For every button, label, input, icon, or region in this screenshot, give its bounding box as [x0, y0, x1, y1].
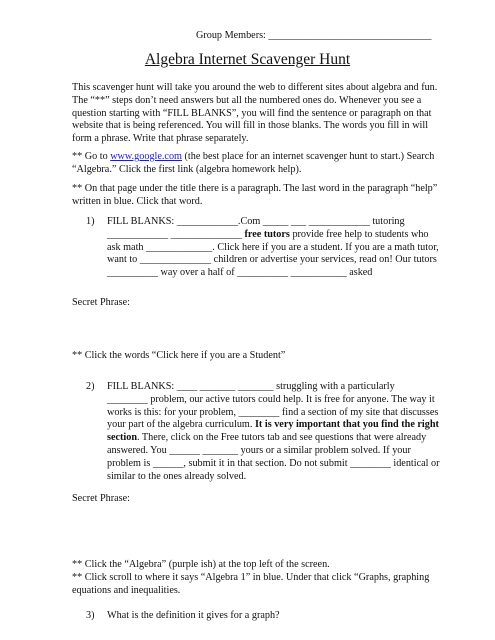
group-members-line: Group Members: ________________________________ — [196, 30, 432, 41]
q1-text: provide free help to students who — [289, 228, 429, 240]
intro-line: question starting with “FILL BLANKS”, you will find the sentence or paragraph on that — [72, 107, 432, 119]
step-google — [72, 151, 434, 177]
step-help — [72, 183, 437, 209]
google-link[interactable]: www.google.com — [110, 151, 182, 162]
intro-line: website that is being referenced. You will fill in those blanks. The words you fill in will — [72, 120, 429, 132]
q1-line — [107, 229, 439, 242]
step-click-student: ** Click the words “Click here if you are a Student” — [72, 350, 286, 361]
intro-line: The “**” steps don’t need answers but all the numbered ones do. Whenever you see a — [72, 94, 422, 106]
q2-line — [107, 432, 439, 445]
q1-line: want to ______________ children or advertise your services, read on! Our tutors — [107, 254, 437, 266]
q2-text: your part of the algebra curriculum. — [107, 419, 255, 431]
q2-line: works is this: for your problem, ________ find a section of my site that discusses — [107, 406, 439, 418]
q2-text: . There, click on the Free tutors tab and see questions that were already — [137, 432, 427, 444]
q2-line: FILL BLANKS: ____ _______ _______ struggling with a particularly — [107, 381, 395, 392]
intro-line: This scavenger hunt will take you around the web to different sites about algebra and fun. — [72, 82, 438, 93]
intro-paragraph — [72, 82, 437, 146]
q2-line: problem is ______, submit it in that section. Do not submit ________ identical or — [107, 457, 440, 469]
q1-line: ask math _____________. Click here if you are a student. If you are a math tutor, — [107, 241, 439, 253]
page-title: Algebra Internet Scavenger Hunt — [144, 51, 351, 68]
question-2 — [107, 381, 439, 483]
q1-line: FILL BLANKS: ____________.Com _____ ___ ____________ tutoring — [107, 216, 405, 227]
step-algebra — [72, 559, 429, 597]
step-google-prefix: ** Go to — [72, 151, 111, 162]
step-help-line1: ** On that page under the title there is a paragraph. The last word in the paragraph “help” — [72, 183, 438, 194]
q2-bold-text: It is very important that you find the right — [254, 419, 439, 431]
step-algebra-line: ** Click scroll to where it says “Algebra 1” in blue. Under that click “Graphs, graphing — [72, 571, 430, 583]
question-2-number: 2) — [86, 381, 95, 392]
question-1 — [107, 216, 439, 280]
secret-phrase-2: Secret Phrase: — [72, 493, 130, 504]
step-google-line2: “Algebra.” Click the first link (algebra homework help). — [72, 163, 302, 175]
secret-phrase-1: Secret Phrase: — [72, 297, 130, 308]
q2-line: ________ problem, our active tutors could help. It is free for anyone. The way it — [107, 393, 435, 405]
q1-bold-free-tutors: free tutors — [244, 228, 290, 240]
step-algebra-line: equations and inequalities. — [72, 584, 181, 596]
q1-line: __________ way over a half of __________ ___________ asked — [107, 267, 373, 279]
q2-line: similar to the ones already solved. — [107, 470, 247, 482]
question-3: What is the definition it gives for a graph? — [107, 610, 280, 621]
question-1-number: 1) — [86, 216, 95, 227]
step-help-line2: written in blue. Click that word. — [72, 195, 203, 207]
q2-line — [107, 419, 439, 432]
q2-line: answered. You ______ _______ yours or a similar problem solved. If your — [107, 444, 411, 456]
question-3-number: 3) — [86, 610, 95, 621]
step-google-suffix: (the best place for an internet scavenger hunt to start.) Search — [181, 151, 435, 162]
q1-blanks: ____________ ______________ — [107, 228, 245, 240]
intro-line: form a phrase. Write that phrase separately. — [72, 133, 249, 145]
q2-bold-section: section — [107, 432, 137, 444]
step-algebra-line: ** Click the “Algebra” (purple ish) at the top left of the screen. — [72, 559, 330, 570]
